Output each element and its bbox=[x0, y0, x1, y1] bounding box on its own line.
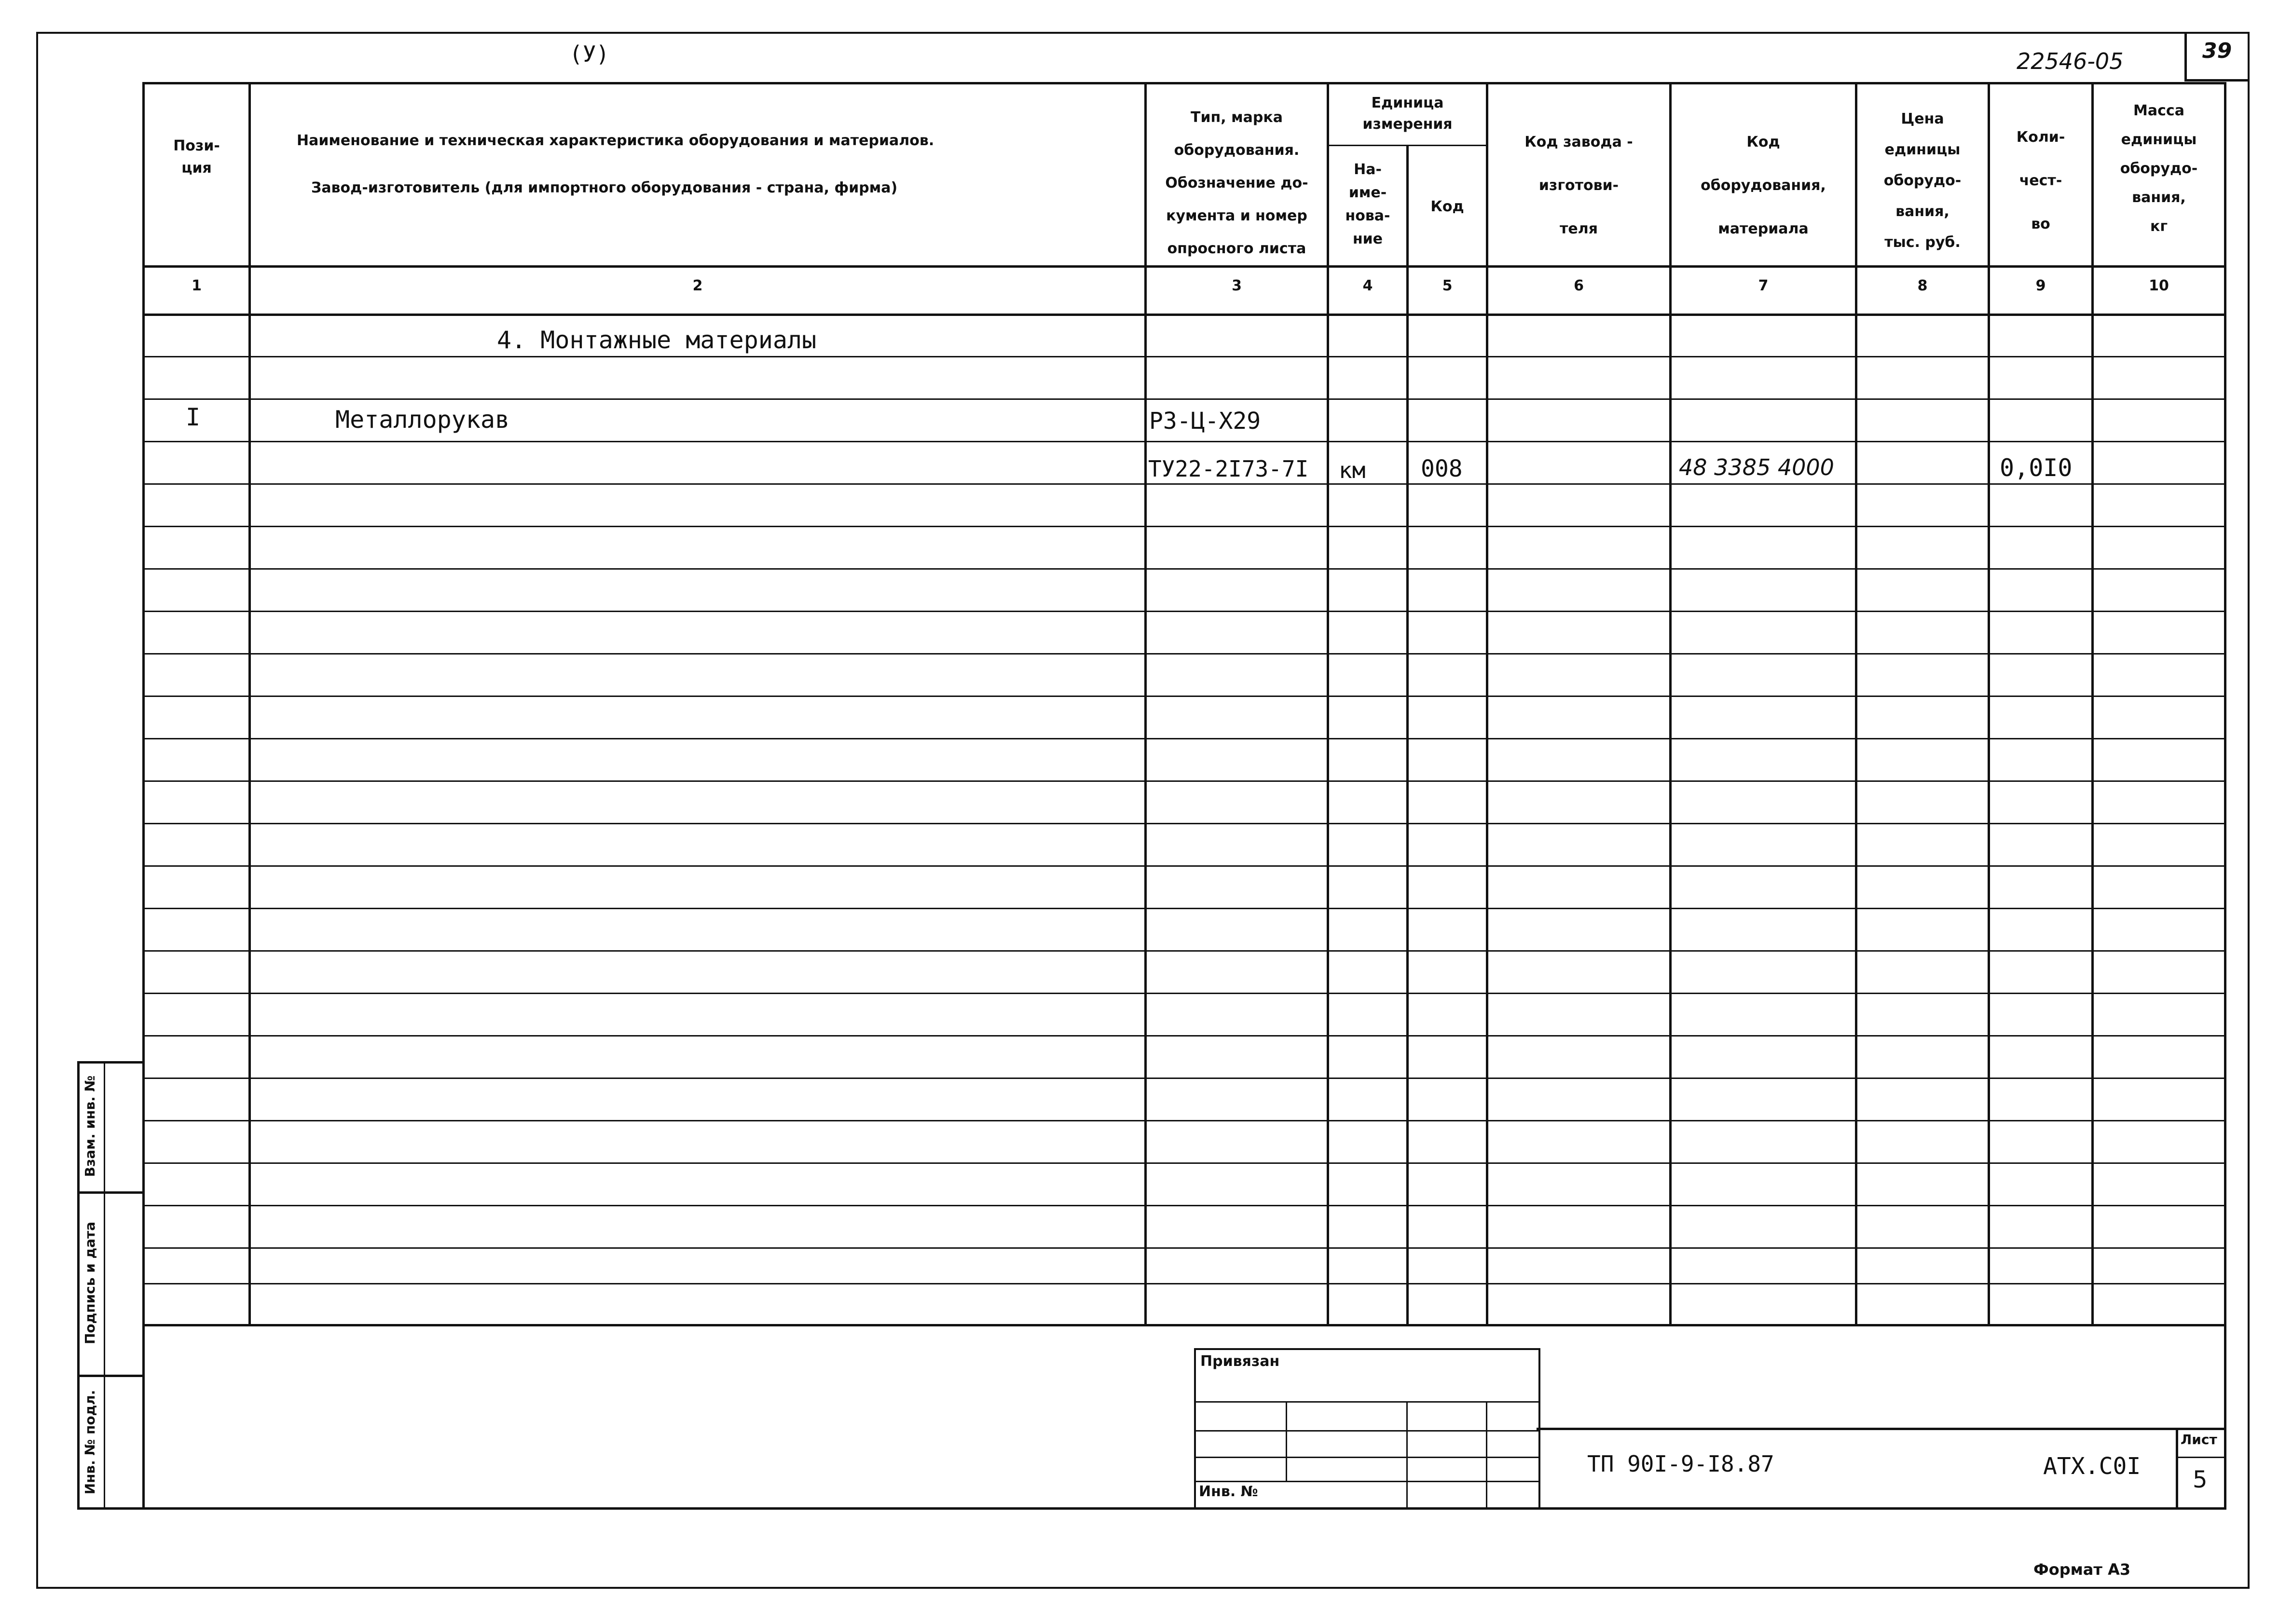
column-number: 9 bbox=[2035, 277, 2046, 294]
column-number: 6 bbox=[1574, 277, 1584, 294]
column-number: 5 bbox=[1442, 277, 1453, 294]
format-label: Формат А3 bbox=[2033, 1560, 2131, 1579]
header-unit-name: На- име- нова- ние bbox=[1345, 161, 1390, 247]
header-name-line2: Завод-изготовитель (для импортного оборудования - страна, фирма) bbox=[311, 179, 898, 196]
top-mark: (У) bbox=[569, 41, 610, 67]
inv-label: Инв. № bbox=[1199, 1483, 1258, 1500]
doc-code-top: 22546-05 bbox=[2017, 48, 2124, 74]
doc-number: ТП 90I-9-I8.87 bbox=[1587, 1451, 1774, 1477]
header-name-line1: Наименование и техническая характеристика оборудования и материалов. bbox=[297, 132, 934, 149]
row-quantity: 0,0I0 bbox=[2000, 454, 2073, 482]
header-factory-code: Код завода - изготови- теля bbox=[1524, 134, 1633, 237]
header-unit-code: Код bbox=[1430, 198, 1464, 215]
header-type: Тип, марка оборудования. Обозначение до- кумента и номер опросного листа bbox=[1165, 109, 1308, 257]
page-number-box-bottom bbox=[2184, 79, 2248, 82]
header-mass: Масса единицы оборудо- вания, кг bbox=[2120, 102, 2198, 235]
header-quantity: Коли- чест- во bbox=[2016, 129, 2065, 232]
row-type: РЗ-Ц-Х29 bbox=[1149, 408, 1261, 435]
bound-label: Привязан bbox=[1200, 1353, 1280, 1370]
column-number: 4 bbox=[1362, 277, 1373, 294]
page-number-box-line bbox=[2184, 32, 2187, 80]
column-number: 10 bbox=[2149, 277, 2169, 294]
page-number: 39 bbox=[2202, 39, 2232, 63]
row-type: ТУ22-2I73-7I bbox=[1148, 456, 1309, 482]
sheet-label: Лист bbox=[2181, 1432, 2217, 1447]
column-number: 8 bbox=[1917, 277, 1928, 294]
row-position: I bbox=[186, 403, 201, 431]
column-number: 1 bbox=[192, 277, 202, 294]
row-material-code: 48 3385 4000 bbox=[1679, 454, 1834, 480]
header-unit-group: Единица измерения bbox=[1362, 95, 1453, 133]
column-number: 7 bbox=[1758, 277, 1769, 294]
sheet-number: 5 bbox=[2193, 1466, 2208, 1493]
header-price: Цена единицы оборудо- вания, тыс. руб. bbox=[1883, 110, 1962, 251]
side-label-signature-date: Подпись и дата bbox=[82, 1221, 98, 1345]
header-position: Пози- ция bbox=[173, 137, 220, 177]
side-label-original-inv: Инв. № подл. bbox=[82, 1390, 98, 1495]
column-number: 2 bbox=[692, 277, 703, 294]
section-title: 4. Монтажные материалы bbox=[497, 326, 817, 354]
header-material-code: Код оборудования, материала bbox=[1701, 134, 1826, 237]
side-label-replace-inv: Взам. инв. № bbox=[82, 1075, 98, 1177]
row-unit-name: км bbox=[1339, 457, 1366, 483]
row-unit-code: 008 bbox=[1421, 455, 1463, 482]
row-name: Металлорукав bbox=[335, 406, 510, 434]
column-number: 3 bbox=[1232, 277, 1242, 294]
doc-code: АТХ.С0I bbox=[2043, 1453, 2141, 1480]
